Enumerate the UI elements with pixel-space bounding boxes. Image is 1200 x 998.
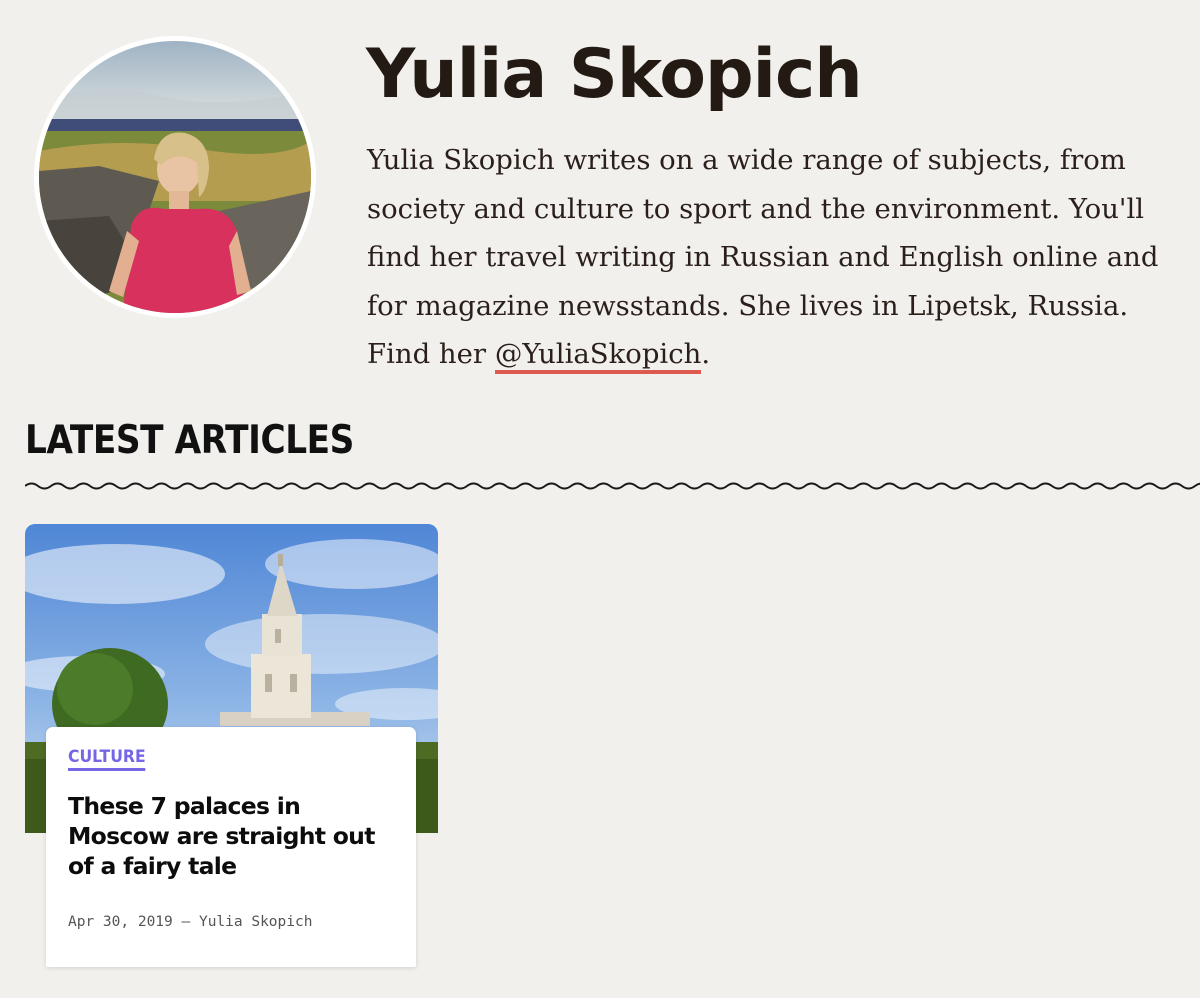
article-meta <box>68 914 312 930</box>
author-bio <box>367 136 1167 379</box>
author-avatar <box>39 41 311 313</box>
author-name: Yulia Skopich <box>366 35 862 114</box>
article-title[interactable]: These 7 palaces in Moscow are straight out of a fairy tale <box>68 792 375 880</box>
article-date: Apr 30, 2019 <box>68 914 173 930</box>
author-twitter-link[interactable]: @YuliaSkopich <box>495 338 702 374</box>
article-card[interactable] <box>25 524 438 969</box>
wavy-divider <box>25 478 1200 494</box>
latest-articles-heading: LATEST ARTICLES <box>25 418 354 463</box>
author-bio-end: . <box>701 338 711 370</box>
author-bio-text: Yulia Skopich writes on a wide range of subjects, from society and culture to sport and the environment. You'll find her travel writing in Russian and English online and for magazine newsstands. She lives in Lipetsk, Russia. Find her <box>367 144 1159 370</box>
article-meta-separator: — <box>181 914 191 930</box>
author-avatar-frame <box>34 36 316 318</box>
article-card-body <box>46 727 416 967</box>
article-author: Yulia Skopich <box>198 914 313 930</box>
article-category[interactable]: CULTURE <box>68 747 146 771</box>
